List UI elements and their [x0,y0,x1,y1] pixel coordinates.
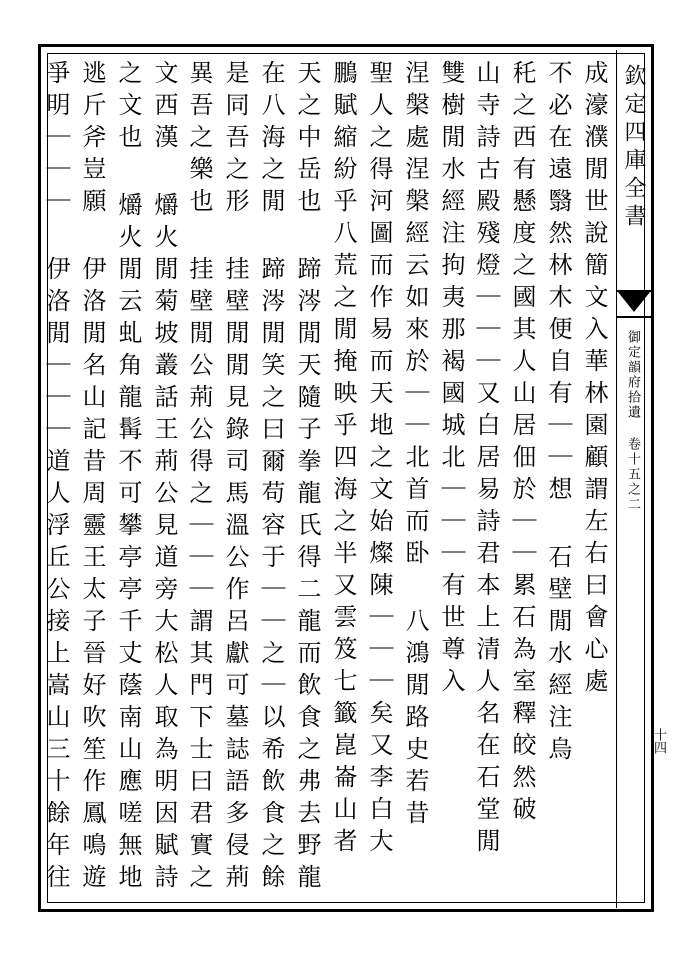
text-column: 雙樹閒水經注拘夷那褐國城北｜｜｜有世尊入 [437,60,465,700]
text-column: 鵬賦縮紛乎八荒之閒掩映乎四海之半又雲笈七籤崑崙山者 [329,60,357,860]
text-column: 文西漢 爝火閒菊坡叢話王荊公見道旁大松人取為明因賦詩 [150,60,178,896]
text-column: 成濠濮閒世說簡文入華林園顧謂左右曰會心處 [580,60,608,700]
fishtail-icon [618,292,650,312]
volume-info: 御定韻府拾遺 卷十五之二 [625,330,640,512]
fishtail-bottom-rule [616,316,652,318]
text-column: 之文也 爝火閒云虬角龍髯不可攀亭亭千丈蔭南山應嗟無地 [114,60,142,896]
text-column: 聖人之得河圖而作易而天地之文始燦陳｜｜｜矣又李白大 [365,60,393,860]
text-column: 爭明｜｜｜ 伊洛閒｜｜｜道人浮丘公接上嵩山三十餘年往 [42,60,70,896]
text-column: 不必在遠翳然林木便自有｜｜想 石壁閒水經注烏 [544,60,572,768]
page-number: 十四 [651,728,666,754]
text-column: 秅之西有懸度之國其人山居佃於｜｜累石為室釋皎然破 [508,60,536,828]
text-column: 涅槃處涅槃經云如來於｜｜北首而卧 八鴻閒路史若昔 [401,60,429,832]
book-title: 欽定四庫全書 [621,64,646,232]
text-column: 逃斤斧豈願 伊洛閒名山記昔周靈王太子晉好吹笙作鳳鳴遊 [78,60,106,896]
text-column: 山寺詩古殿殘燈｜｜｜又白居易詩君本上清人名在石堂閒 [472,60,500,860]
text-column: 天之中岳也 蹄涔閒天隨子拳龍氏得二龍而飲食之弗去野龍 [293,60,321,896]
text-column: 是同吾之形 挂壁閒閒見錄司馬溫公作呂獻可墓誌語多侵荊 [221,60,249,896]
text-column: 在八海之閒 蹄涔閒笑之曰爾苟容于｜｜之｜以希飲食之餘 [257,60,285,896]
text-column: 異吾之樂也 挂壁閒公荊公得之｜｜｜謂其門下士曰君實之 [185,60,213,896]
